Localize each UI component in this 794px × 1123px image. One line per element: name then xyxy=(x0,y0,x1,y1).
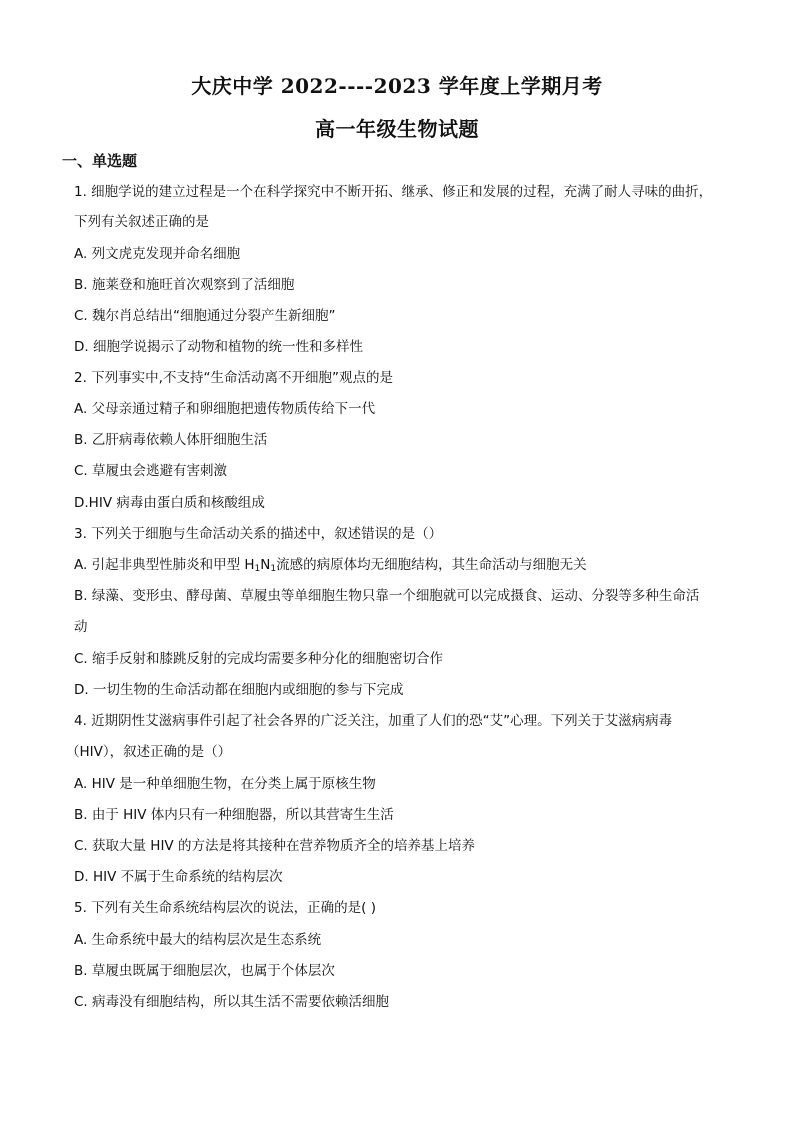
option-a-text-prefix: A. 引起非典型性肺炎和甲型 H xyxy=(74,557,255,573)
question-4-option-d: D. HIV 不属于生命系统的结构层次 xyxy=(74,869,283,885)
question-2-option-d: D.HIV 病毒由蛋白质和核酸组成 xyxy=(74,495,265,511)
exam-title: 大庆中学 2022----2023 学年度上学期月考 xyxy=(191,74,603,98)
subscript-2: 1 xyxy=(270,564,277,574)
question-4-option-b: B. 由于 HIV 体内只有一种细胞器，所以其营寄生生活 xyxy=(74,807,394,823)
question-4-stem-cont: （HIV），叙述正确的是（） xyxy=(66,744,232,760)
question-3-option-b-cont: 动 xyxy=(74,619,88,635)
question-4-option-c: C. 获取大量 HIV 的方法是将其接种在营养物质齐全的培养基上培养 xyxy=(74,838,475,854)
question-3-option-c: C. 缩手反射和膝跳反射的完成均需要多种分化的细胞密切合作 xyxy=(74,651,444,667)
option-a-text-mid: N xyxy=(260,557,271,573)
question-5-option-c: C. 病毒没有细胞结构，所以其生活不需要依赖活细胞 xyxy=(74,994,390,1010)
question-3-stem: 3. 下列关于细胞与生命活动关系的描述中，叙述错误的是（） xyxy=(74,526,443,542)
question-2-stem: 2. 下列事实中,不支持“生命活动离不开细胞”观点的是 xyxy=(74,370,393,386)
question-5-option-b: B. 草履虫既属于细胞层次，也属于个体层次 xyxy=(74,963,335,979)
option-a-text-suffix: 流感的病原体均无细胞结构，其生命活动与细胞无关 xyxy=(276,557,587,573)
subscript-1: 1 xyxy=(254,564,261,574)
question-3-option-a xyxy=(74,556,587,578)
section-heading: 一、单选题 xyxy=(62,152,138,170)
question-3-option-d: D. 一切生物的生命活动都在细胞内或细胞的参与下完成 xyxy=(74,682,404,698)
question-1-stem-cont: 下列有关叙述正确的是 xyxy=(74,214,209,230)
question-5-option-a: A. 生命系统中最大的结构层次是生态系统 xyxy=(74,932,322,948)
question-1-stem: 1. 细胞学说的建立过程是一个在科学探究中不断开拓、继承、修正和发展的过程，充满了耐人寻味的曲折， xyxy=(74,184,713,200)
question-2-option-a: A. 父母亲通过精子和卵细胞把遗传物质传给下一代 xyxy=(74,401,376,417)
question-2-option-b: B. 乙肝病毒依赖人体肝细胞生活 xyxy=(74,432,268,448)
question-4-stem: 4. 近期阴性艾滋病事件引起了社会各界的广泛关注，加重了人们的恐“艾”心理。下列关于艾滋病病毒 xyxy=(74,713,673,729)
question-3-option-b: B. 绿藻、变形虫、酵母菌、草履虫等单细胞生物只靠一个细胞就可以完成摄食、运动、分裂等多种生命活 xyxy=(74,588,700,604)
question-1-option-b: B. 施莱登和施旺首次观察到了活细胞 xyxy=(74,277,295,293)
question-2-option-c: C. 草履虫会逃避有害刺激 xyxy=(74,463,228,479)
question-1-option-c: C. 魏尔肖总结出“细胞通过分裂产生新细胞” xyxy=(74,308,336,324)
question-4-option-a: A. HIV 是一种单细胞生物，在分类上属于原核生物 xyxy=(74,776,376,792)
question-1-option-a: A. 列文虎克发现并命名细胞 xyxy=(74,246,241,262)
exam-subtitle: 高一年级生物试题 xyxy=(315,117,479,141)
question-1-option-d: D. 细胞学说揭示了动物和植物的统一性和多样性 xyxy=(74,339,363,355)
question-5-stem: 5. 下列有关生命系统结构层次的说法，正确的是( ) xyxy=(74,900,376,916)
